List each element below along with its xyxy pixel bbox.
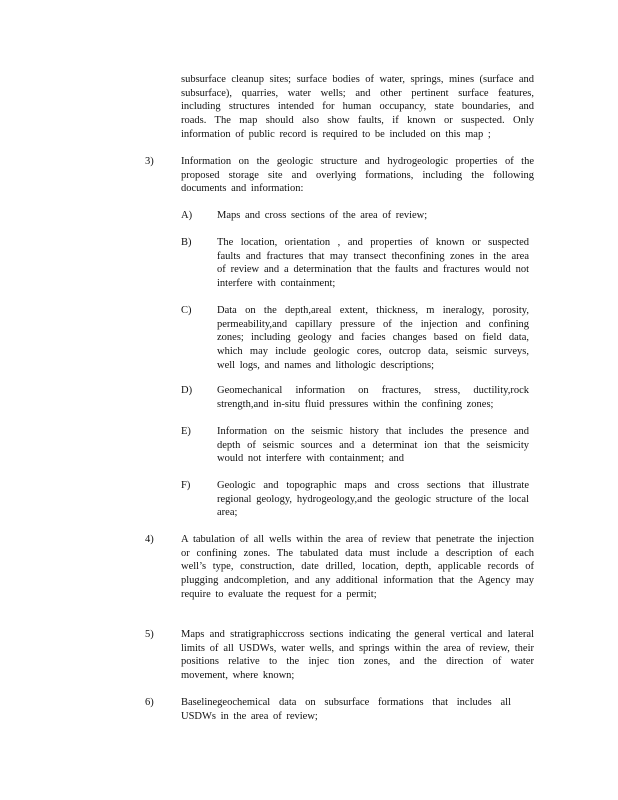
item-number: 5) bbox=[145, 629, 154, 640]
subitem-letter: E) bbox=[181, 426, 191, 437]
item-text: A tabulation of all wells within the area of review that penetrate the injection or confining zones. The tabulated data must include a description of each well’s type, construction, date drilled, location, depth, applicable records of plugging andcompletion, and any additional information that the Agency may require to evaluate the request for a permit; bbox=[181, 534, 534, 600]
subitem-letter: C) bbox=[181, 305, 192, 316]
subitem-letter: F) bbox=[181, 480, 191, 491]
subitem-text: The location, orientation , and properties of known or suspected faults and fractures that may transect theconfining zones in the area of review and a determination that the faults and fractures would not interfere with containment; bbox=[217, 237, 529, 290]
subitem-letter: D) bbox=[181, 385, 193, 396]
item-number: 3) bbox=[145, 156, 154, 167]
subitem-text: Maps and cross sections of the area of review; bbox=[217, 210, 428, 221]
item-text: Baselinegeochemical data on subsurface formations that includes all USDWs in the area of review; bbox=[181, 697, 511, 722]
item-text: Maps and stratigraphiccross sections indicating the general vertical and lateral limits of all USDWs, water wells, and springs within the area of review, their positions relative to the injec tion zones, and the direction of water movement, where known; bbox=[181, 629, 534, 682]
item-text: Information on the geologic structure and hydrogeologic properties of the proposed storage site and overlying formations, including the following documents and information: bbox=[181, 156, 534, 195]
subitem-text: Information on the seismic history that includes the presence and depth of seismic sources and a determinat ion that the seismicity would not interfere with containment; and bbox=[217, 426, 529, 465]
subitem-letter: A) bbox=[181, 210, 193, 221]
intro-paragraph: subsurface cleanup sites; surface bodies of water, springs, mines (surface and subsurface), quarries, water wells; and other pertinent surface features, including structures intended for human occupancy, state boundaries, and roads. The map should also show faults, if known or suspected. Only information of public record is required to be included on this map ; bbox=[181, 74, 534, 140]
subitem-letter: B) bbox=[181, 237, 192, 248]
item-number: 4) bbox=[145, 534, 154, 545]
item-number: 6) bbox=[145, 697, 154, 708]
subitem-text: Data on the depth,areal extent, thickness, m ineralogy, porosity, permeability,and capillary pressure of the injection and confining zones; including geology and facies changes based on field data, which may include geologic cores, outcrop data, seismic surveys, well logs, and names and lithologic descriptions; bbox=[217, 305, 529, 371]
subitem-text: Geologic and topographic maps and cross sections that illustrate regional geology, hydrogeology,and the geologic structure of the local area; bbox=[217, 480, 529, 519]
subitem-text: Geomechanical information on fractures, stress, ductility,rock strength,and in-situ fluid pressures within the confining zones; bbox=[217, 385, 529, 410]
